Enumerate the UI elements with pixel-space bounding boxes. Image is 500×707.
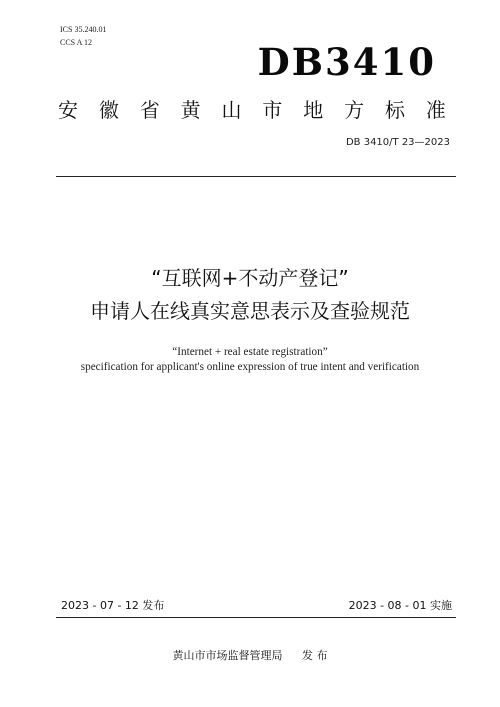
ccs-code: CCS A 12: [60, 38, 93, 47]
standard-type-char: 安: [58, 98, 78, 122]
standard-type-char: 地: [303, 98, 324, 122]
title-zh-line2: 申请人在线真实意思表示及查验规范: [90, 299, 410, 323]
implementation-date: 2023 - 08 - 01 实施: [348, 599, 452, 612]
title-zh-line1: “互联网+不动产登记”: [151, 266, 349, 290]
standard-number: DB 3410/T 23—2023: [345, 137, 450, 148]
standard-type-char: 山: [221, 98, 242, 122]
title-en-line1: “Internet + real estate registration”: [172, 346, 328, 358]
ics-code: ICS 35.240.01: [60, 25, 107, 34]
standard-type-char: 市: [262, 98, 283, 122]
standard-type-char: 徽: [98, 98, 119, 122]
standard-type-title: [58, 97, 446, 123]
standard-type-char: 省: [139, 98, 160, 122]
footer-divider: [56, 617, 456, 618]
standard-type-char: 方: [344, 98, 365, 122]
header-divider: [56, 176, 456, 177]
standard-type-char: 准: [425, 98, 446, 122]
issue-action: 发 布: [302, 649, 328, 662]
issuer-line: [0, 647, 500, 663]
standard-type-char: 标: [385, 98, 405, 122]
issue-date: 2023 - 07 - 12 发布: [61, 599, 165, 612]
issuing-organization: 黄山市市场监督管理局: [172, 649, 283, 662]
db-logo: DB3410: [257, 40, 436, 84]
standard-type-char: 黄: [180, 98, 201, 122]
title-en-line2: specification for applicant's online expression of true intent and verification: [80, 361, 420, 373]
